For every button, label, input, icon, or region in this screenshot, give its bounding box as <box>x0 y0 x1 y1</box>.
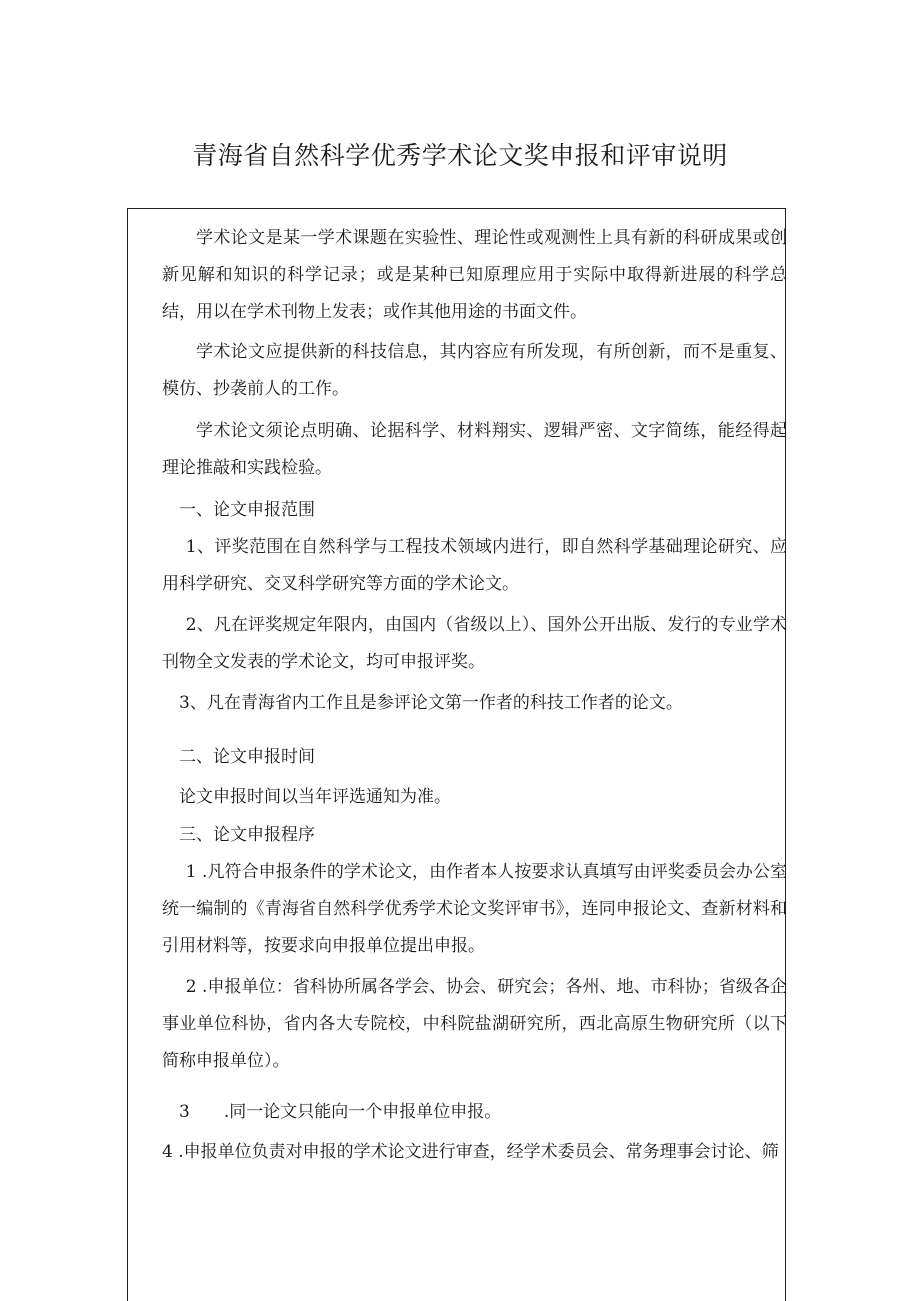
page-title: 青海省自然科学优秀学术论文奖申报和评审说明 <box>192 141 728 170</box>
procedure-item-2: 2 .申报单位：省科协所属各学会、协会、研究会；各州、地、市科协；省级各企事业单位科协，省内各大专院校，中科院盐湖研究所，西北高原生物研究所（以下简称申报单位）。 <box>162 977 787 1071</box>
procedure-item-3: 3 .同一论文只能向一个申报单位申报。 <box>179 1102 502 1122</box>
intro-paragraph-1: 学术论文是某一学术课题在实验性、理论性或观测性上具有新的科研成果或创新见解和知识的科学记录；或是某种已知原理应用于实际中取得新进展的科学总结，用以在学术刊物上发表；或作其他用途的书面文件。 <box>162 228 787 322</box>
intro-paragraph-3: 学术论文须论点明确、论据科学、材料翔实、逻辑严密、文字简练，能经得起理论推敲和实践检验。 <box>162 421 787 478</box>
time-text: 论文申报时间以当年评选通知为准。 <box>179 787 451 807</box>
scope-item-1: 1、评奖范围在自然科学与工程技术领域内进行，即自然科学基础理论研究、应用科学研究、交叉科学研究等方面的学术论文。 <box>162 537 787 594</box>
section-heading-scope: 一、论文申报范围 <box>179 500 315 520</box>
scope-item-3: 3、凡在青海省内工作且是参评论文第一作者的科技工作者的论文。 <box>179 693 683 713</box>
procedure-item-4: 4 .申报单位负责对申报的学术论文进行审查，经学术委员会、常务理事会讨论、筛 <box>162 1142 779 1162</box>
intro-paragraph-2: 学术论文应提供新的科技信息，其内容应有所发现，有所创新，而不是重复、模仿、抄袭前人的工作。 <box>162 342 787 399</box>
scope-item-2: 2、凡在评奖规定年限内，由国内（省级以上）、国外公开出版、发行的专业学术刊物全文发表的学术论文，均可申报评奖。 <box>162 615 787 672</box>
section-heading-time: 二、论文申报时间 <box>179 747 315 767</box>
content-box <box>127 208 786 1301</box>
section-heading-procedure: 三、论文申报程序 <box>179 825 315 845</box>
procedure-item-1: 1 .凡符合申报条件的学术论文，由作者本人按要求认真填写由评奖委员会办公室统一编制的《青海省自然科学优秀学术论文奖评审书》，连同申报论文、查新材料和引用材料等，按要求向申报单位提出申报。 <box>162 862 787 956</box>
